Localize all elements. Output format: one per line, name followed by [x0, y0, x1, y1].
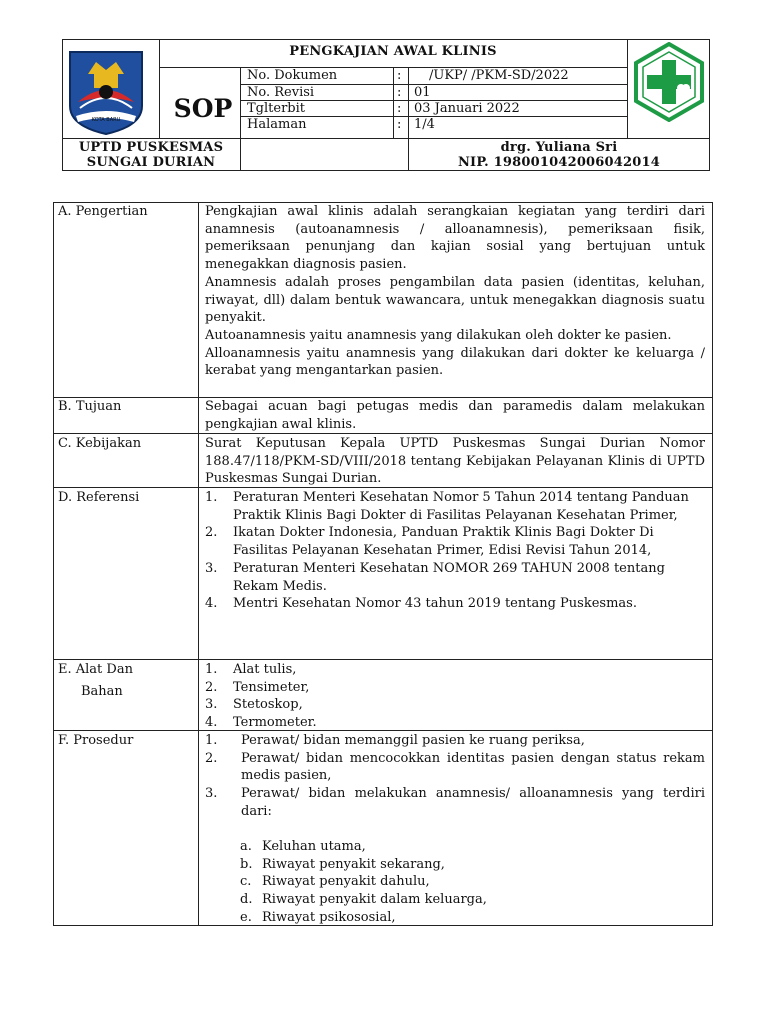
meta-label-terbit: Tglterbit — [247, 101, 305, 116]
list-item — [205, 560, 705, 595]
list-item — [205, 785, 705, 820]
list-text: Mentri Kesehatan Nomor 43 tahun 2019 tentang Puskesmas. — [233, 596, 637, 612]
list-number: 4. — [205, 596, 218, 612]
list-item — [205, 696, 705, 714]
section-label-pengertian: A. Pengertian — [58, 204, 148, 219]
list-text: Termometer. — [233, 715, 317, 731]
list-letter: e. — [240, 909, 252, 925]
meta-label-revisi: No. Revisi — [247, 85, 315, 100]
list-text: Riwayat penyakit dahulu, — [262, 874, 430, 890]
list-text: Perawat/ bidan memanggil pasien ke ruang periksa, — [241, 733, 585, 748]
kebijakan-text: Surat Keputusan Kepala UPTD Puskesmas Sungai Durian Nomor 188.47/118/PKM-SD/VIII/2018 tentang Kebijakan Pelayanan Klinis di UPTD Puskesmas Sungai Durian. — [205, 436, 705, 487]
list-text: Riwayat psikososial, — [262, 909, 396, 925]
list-text: Ikatan Dokter Indonesia, Panduan Praktik Klinis Bagi Dokter Di Fasilitas Pelayanan Kesehatan Primer, Edisi Revisi Tahun 2014, — [233, 525, 654, 559]
pengertian-paragraph: Autoanamnesis yaitu anamnesis yang dilakukan oleh dokter ke pasien. — [205, 327, 672, 343]
section-label-prosedur: F. Prosedur — [58, 733, 134, 748]
list-number: 2. — [205, 750, 218, 766]
list-item — [240, 856, 487, 874]
list-number: 3. — [205, 560, 218, 576]
meta-sep: : — [397, 101, 402, 116]
list-item — [205, 750, 705, 785]
tujuan-text: Sebagai acuan bagi petugas medis dan paramedis dalam melakukan pengkajian awal klinis. — [205, 399, 705, 432]
list-text: Keluhan utama, — [262, 839, 366, 854]
list-number: 3. — [205, 697, 218, 713]
list-item — [205, 489, 705, 524]
list-number: 2. — [205, 679, 218, 695]
organization-name-line1: UPTD PUSKESMAS — [78, 140, 224, 155]
pengertian-paragraph: Pengkajian awal klinis adalah serangkaian kegiatan yang terdiri dari anamnesis (autoanamnesis / alloanamnesis), pemeriksaan fisik, pemeriksaan penunjang dan kajian sosial yang bertujuan untuk menegakkan diagnosis pasien. — [205, 204, 705, 273]
meta-sep: : — [397, 117, 402, 132]
list-item — [205, 524, 705, 559]
meta-sep: : — [397, 68, 402, 83]
list-item — [240, 891, 487, 909]
section-label-tujuan: B. Tujuan — [58, 399, 122, 414]
document-title: PENGKAJIAN AWAL KLINIS — [289, 44, 497, 59]
list-number: 4. — [205, 715, 218, 731]
meta-value-revisi: 01 — [414, 85, 431, 100]
pengertian-paragraph: Anamnesis adalah proses pengambilan data pasien (identitas, keluhan, riwayat, dll) dalam bentuk wawancara, untuk menegakkan diagnosis suatu penyakit. — [205, 274, 705, 326]
list-text: Perawat/ bidan melakukan anamnesis/ alloanamnesis yang terdiri dari: — [241, 786, 705, 819]
list-text: Perawat/ bidan mencocokkan identitas pasien dengan status rekam medis pasien, — [241, 750, 705, 784]
list-item — [240, 909, 487, 927]
list-text: Peraturan Menteri Kesehatan NOMOR 269 TAHUN 2008 tentang Rekam Medis. — [233, 560, 665, 594]
section-label-alat: E. Alat Dan — [58, 662, 133, 677]
meta-value-dokumen: /UKP/ /PKM-SD/2022 — [429, 68, 569, 83]
organization-name-line2: SUNGAI DURIAN — [86, 155, 216, 170]
emblem-ribbon-text: KOTA BARU — [91, 117, 121, 123]
alat-list — [205, 661, 705, 732]
list-letter: a. — [240, 839, 252, 854]
referensi-list — [205, 489, 705, 613]
signer-nip: NIP. 198001042006042014 — [457, 155, 661, 170]
meta-value-halaman: 1/4 — [414, 117, 435, 132]
list-item — [240, 873, 487, 891]
list-letter: d. — [240, 892, 253, 908]
list-number: 2. — [205, 525, 218, 541]
meta-sep: : — [397, 85, 402, 100]
prosedur-sublist — [240, 838, 487, 927]
list-item — [205, 732, 705, 750]
list-item — [205, 679, 705, 697]
list-text: Stetoskop, — [233, 697, 303, 713]
meta-label-halaman: Halaman — [247, 117, 307, 132]
list-text: Riwayat penyakit sekarang, — [262, 856, 445, 872]
meta-label-dokumen: No. Dokumen — [247, 68, 338, 83]
list-item — [240, 838, 487, 856]
regional-emblem-logo — [66, 48, 146, 136]
list-text: Peraturan Menteri Kesehatan Nomor 5 Tahun 2014 tentang Panduan Praktik Klinis Bagi Dokter di Fasilitas Pelayanan Kesehatan Primer, — [233, 490, 689, 523]
meta-value-terbit: 03 Januari 2022 — [414, 101, 520, 116]
list-text: Riwayat penyakit dalam keluarga, — [262, 892, 487, 908]
section-label-kebijakan: C. Kebijakan — [58, 436, 142, 451]
puskesmas-logo — [629, 42, 709, 122]
pengertian-text — [205, 203, 705, 380]
list-text: Tensimeter, — [233, 679, 310, 695]
list-letter: b. — [240, 856, 253, 872]
section-label-alat-line2: Bahan — [81, 684, 123, 699]
list-letter: c. — [240, 874, 252, 890]
section-label-referensi: D. Referensi — [58, 490, 140, 505]
list-text: Alat tulis, — [233, 662, 297, 677]
list-number: 3. — [205, 786, 218, 802]
pengertian-paragraph: Alloanamnesis yaitu anamnesis yang dilakukan dari dokter ke keluarga / kerabat yang mengantarkan pasien. — [205, 345, 705, 379]
list-item — [205, 595, 705, 613]
sop-label: SOP — [173, 94, 233, 123]
signer-name: drg. Yuliana Sri — [500, 140, 618, 155]
list-item — [205, 661, 705, 679]
list-number: 1. — [205, 490, 218, 505]
list-number: 1. — [205, 733, 218, 748]
list-item — [205, 714, 705, 732]
prosedur-list — [205, 732, 705, 821]
list-number: 1. — [205, 662, 218, 677]
